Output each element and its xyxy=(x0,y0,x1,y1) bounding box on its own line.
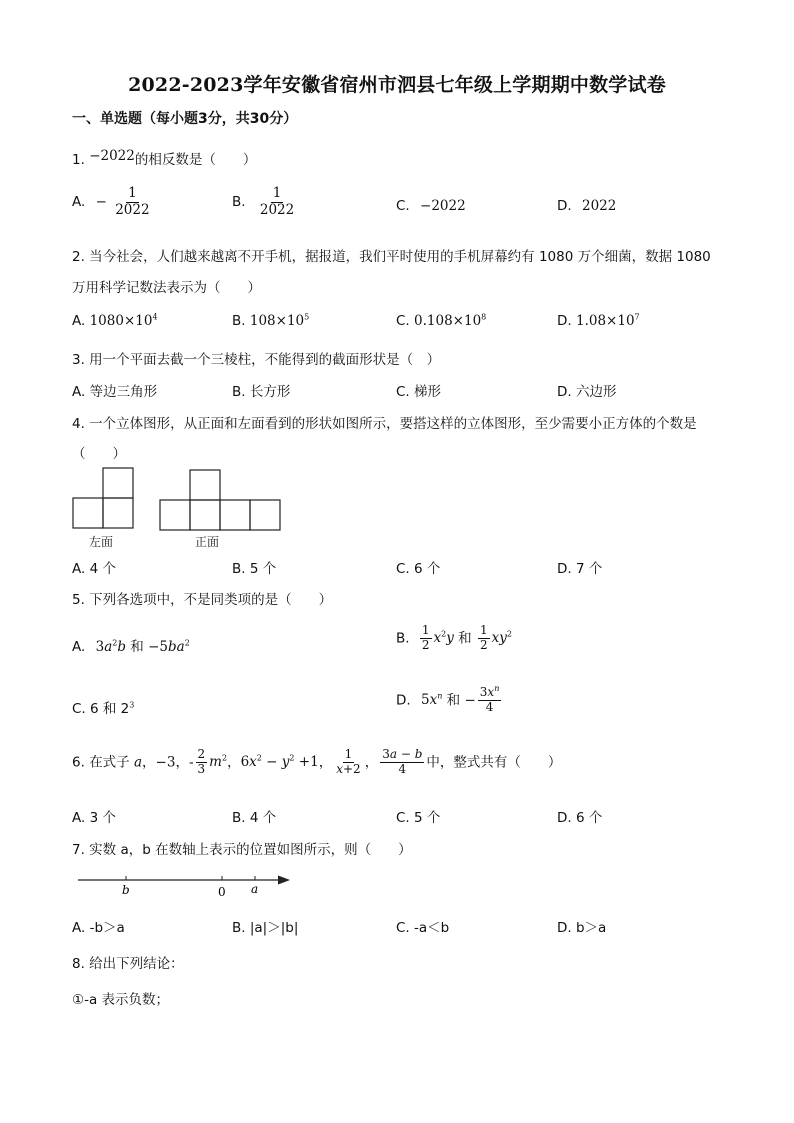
q2-option-b[interactable]: B. $108\times 10^5$ xyxy=(232,312,310,329)
number-line-arrow xyxy=(278,876,290,885)
q5-option-d[interactable]: D. $5x^n$ 和 − $\frac{3x^n}{4}$ xyxy=(396,684,500,714)
q3-option-a[interactable]: A. 等边三角形 xyxy=(72,384,158,400)
question-8: 8. 给出下列结论： xyxy=(72,956,184,972)
front-view-square xyxy=(220,500,250,530)
q3-option-b[interactable]: B. 长方形 xyxy=(232,384,291,400)
q3-option-d[interactable]: D. 六边形 xyxy=(557,384,617,400)
q2-option-a[interactable]: A. $1080\times 10^4$ xyxy=(72,312,158,329)
q7-option-d[interactable]: D. b＞a xyxy=(557,920,607,936)
front-view-grid xyxy=(160,470,280,530)
front-view-square xyxy=(160,500,190,530)
q4-views-figure xyxy=(70,465,300,551)
left-view-caption: 左面 xyxy=(89,535,114,549)
q1-number: 1. xyxy=(72,152,85,168)
q5-option-b[interactable]: B. $\frac{1}{2}$ $x^2y$ 和 $\frac{1}{2}$ $xy^2$ xyxy=(396,623,512,652)
question-5: 5. 下列各选项中，不是同类项的是（ ） xyxy=(72,592,333,608)
q8-statement-1: ①-a 表示负数； xyxy=(72,992,170,1008)
front-view-caption: 正面 xyxy=(195,535,220,549)
q5-option-c[interactable]: C. 6 和 $2^3$ xyxy=(72,700,135,717)
q4-option-c[interactable]: C. 6 个 xyxy=(396,561,441,577)
q7-number-line xyxy=(72,866,302,900)
q1-text: 的相反数是（ ） xyxy=(134,152,257,168)
q2-option-c[interactable]: C. $0.108\times 10^8$ xyxy=(396,312,487,329)
exam-title: 2022-2023学年安徽省宿州市泗县七年级上学期期中数学试卷 xyxy=(128,74,666,96)
q4-option-d[interactable]: D. 7 个 xyxy=(557,561,603,577)
left-view-square xyxy=(103,498,133,528)
q1-a-fraction: $\frac{1}{2022}$ xyxy=(115,185,150,218)
question-3: 3. 用一个平面去截一个三棱柱，不能得到的截面形状是（ ） xyxy=(72,352,441,368)
question-1 xyxy=(72,148,256,168)
q1-option-d[interactable]: D. 2022 xyxy=(557,198,617,214)
question-6: 6. 在式子 a，−3，- $\frac{2}{3}$ $m^2$，$6x^2 - y^2 +1$， $\frac{1}{x+2}$ ， $\frac{3a - b}{4}$ 中，整式共有（ ） xyxy=(72,747,562,776)
q4-option-b[interactable]: B. 5 个 xyxy=(232,561,277,577)
q6-option-d[interactable]: D. 6 个 xyxy=(557,810,603,826)
front-view-square xyxy=(250,500,280,530)
left-view-grid xyxy=(73,468,133,528)
front-view-square xyxy=(190,470,220,500)
q1-b-fraction: $\frac{1}{2022}$ xyxy=(259,185,295,218)
q1-option-b[interactable]: B. $\frac{1}{2022}$ xyxy=(232,185,295,218)
question-4-line-2: （ ） xyxy=(72,446,126,462)
q6-option-c[interactable]: C. 5 个 xyxy=(396,810,441,826)
q7-option-a[interactable]: A. -b＞a xyxy=(72,920,125,936)
q1-option-a[interactable]: A. − $\frac{1}{2022}$ xyxy=(72,185,150,218)
q5-option-a[interactable]: A. $3a^2b$ 和 $-5ba^2$ xyxy=(72,638,190,655)
q1-expression: −2022 xyxy=(89,148,135,164)
q7-option-b[interactable]: B. |a|＞|b| xyxy=(232,920,299,936)
question-2-line-2: 万用科学记数法表示为（ ） xyxy=(72,280,261,296)
q6-option-b[interactable]: B. 4 个 xyxy=(232,810,277,826)
front-view-square xyxy=(190,500,220,530)
left-view-square xyxy=(103,468,133,498)
label-0: 0 xyxy=(218,885,226,899)
q3-option-c[interactable]: C. 梯形 xyxy=(396,384,442,400)
q7-option-c[interactable]: C. -a＜b xyxy=(396,920,450,936)
question-2-line-1: 2. 当今社会，人们越来越离不开手机，据报道，我们平时使用的手机屏幕约有 1080 万个细菌，数据 1080 xyxy=(72,249,711,265)
label-b: b xyxy=(122,883,130,897)
label-a: a xyxy=(251,882,259,896)
left-view-square xyxy=(73,498,103,528)
question-4-line-1: 4. 一个立体图形，从正面和左面看到的形状如图所示，要搭这样的立体图形，至少需要小正方体的个数是 xyxy=(72,416,697,432)
q1-option-c[interactable]: C. −2022 xyxy=(396,198,466,214)
section-heading: 一、单选题（每小题3分，共30分） xyxy=(72,111,298,127)
question-7: 7. 实数 a，b 在数轴上表示的位置如图所示，则（ ） xyxy=(72,842,412,858)
q6-option-a[interactable]: A. 3 个 xyxy=(72,810,116,826)
q2-option-d[interactable]: D. $1.08\times 10^7$ xyxy=(557,312,640,329)
q4-option-a[interactable]: A. 4 个 xyxy=(72,561,116,577)
